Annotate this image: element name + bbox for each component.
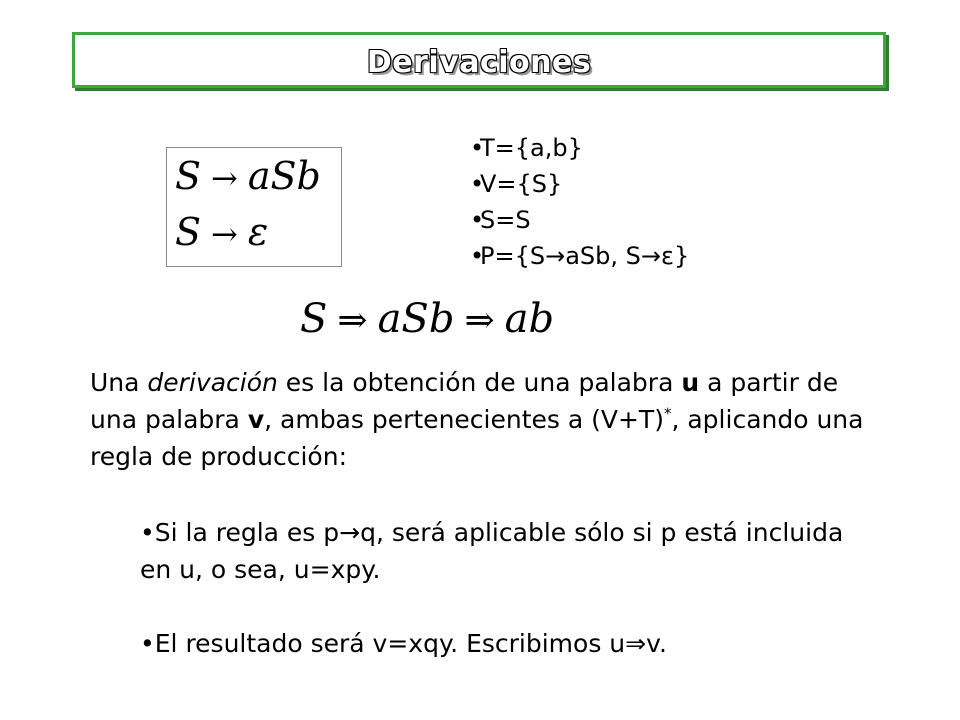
derivation-term-3: ab <box>504 296 555 342</box>
definition-text: T={a,b} <box>480 134 583 162</box>
definition-text: P={S→aSb, S→ε} <box>480 242 690 270</box>
bullet: • <box>470 206 485 234</box>
para-part-4: , ambas pertenecientes a (V+T) <box>264 405 664 434</box>
kleene-star: * <box>663 404 672 423</box>
list-item <box>140 625 880 662</box>
para-part-1: Una <box>90 368 148 397</box>
rule2-arrow: → <box>211 215 238 253</box>
list-item-text: Si la regla es p→q, será aplicable sólo si p está incluida en u, o sea, u=xpy. <box>140 518 844 584</box>
bullet: • <box>470 170 485 198</box>
derivation-term-2: aSb <box>377 296 455 342</box>
bullet: • <box>470 134 485 162</box>
definition-paragraph <box>90 364 870 475</box>
bullet: • <box>470 242 485 270</box>
derivation-term-1: S <box>300 296 328 342</box>
term-derivacion: derivación <box>147 368 278 397</box>
word-u: u <box>681 368 700 397</box>
definition-text: V={S} <box>480 170 563 198</box>
derivation-example <box>300 296 554 342</box>
word-v: v <box>247 405 265 434</box>
rule2-rhs: ε <box>247 210 269 254</box>
title-banner <box>72 32 886 88</box>
page-title: Derivaciones <box>366 45 592 80</box>
list-item <box>140 514 880 588</box>
para-part-2: es la obtención de una palabra <box>277 368 682 397</box>
definition-item <box>470 130 689 166</box>
rule1-rhs: aSb <box>247 154 321 198</box>
definition-item <box>470 238 689 274</box>
para-part-5: , aplicando una regla de producción: <box>90 405 864 471</box>
definition-item <box>470 202 689 238</box>
derivation-arrow-2: ⇒ <box>464 300 495 341</box>
derivation-arrow-1: ⇒ <box>337 300 368 341</box>
rule-s-to-epsilon <box>175 210 268 254</box>
bullet: • <box>140 629 155 658</box>
rule1-arrow: → <box>211 159 238 197</box>
rule-application-list <box>140 514 880 662</box>
rule1-lhs: S <box>175 154 202 198</box>
rule-s-to-asb <box>175 154 321 198</box>
rule2-lhs: S <box>175 210 202 254</box>
definition-text: S=S <box>480 206 531 234</box>
bullet: • <box>140 518 155 547</box>
list-item-text: El resultado será v=xqy. Escribimos u⇒v. <box>154 629 667 658</box>
paragraph-text <box>90 364 870 475</box>
para-part-3: a partir de una palabra <box>90 368 839 434</box>
definition-item <box>470 166 689 202</box>
grammar-rules-box <box>166 147 342 267</box>
grammar-definitions <box>470 130 689 274</box>
